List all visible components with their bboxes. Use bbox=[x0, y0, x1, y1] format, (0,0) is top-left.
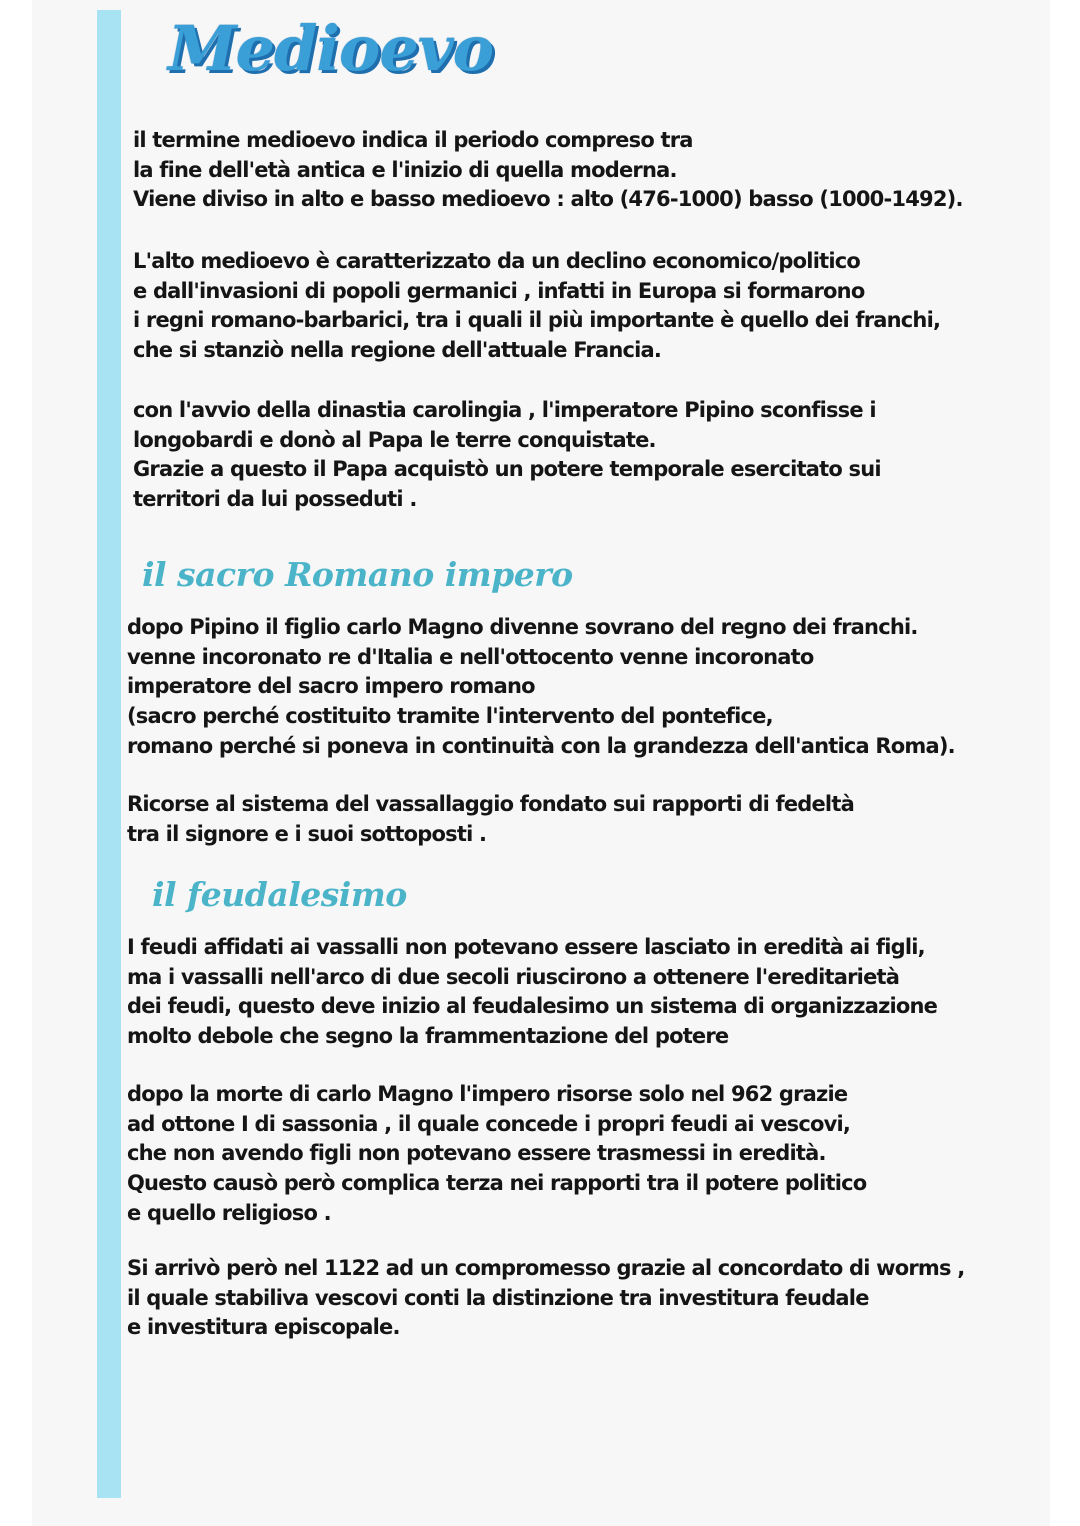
text-line: Viene diviso in alto e basso medioevo : alto (476-1000) basso (1000-1492). bbox=[133, 187, 963, 212]
text-line: imperatore del sacro impero romano bbox=[127, 674, 535, 699]
paragraph bbox=[127, 1080, 866, 1228]
margin-bar bbox=[97, 10, 121, 1498]
text-line: molto debole che segno la frammentazione del potere bbox=[127, 1024, 729, 1049]
text-line: Ricorse al sistema del vassallaggio fondato sui rapporti di fedeltà bbox=[127, 792, 854, 816]
section-heading: il sacro Romano impero bbox=[142, 555, 573, 594]
page-title: Medioevo bbox=[168, 12, 494, 85]
paragraph bbox=[127, 613, 955, 761]
text-line: che si stanziò nella regione dell'attuale Francia. bbox=[133, 338, 662, 363]
paragraph bbox=[133, 247, 940, 366]
paragraph bbox=[127, 1254, 964, 1343]
text-line: Questo causò però complica terza nei rapporti tra il potere politico bbox=[127, 1171, 867, 1196]
text-line: L'alto medioevo è caratterizzato da un declino economico/politico bbox=[133, 249, 861, 273]
section-heading: il feudalesimo bbox=[152, 875, 407, 914]
text-line: il termine medioevo indica il periodo compreso tra bbox=[133, 128, 693, 152]
paragraph bbox=[127, 790, 854, 849]
text-line: ad ottone I di sassonia , il quale concede i propri feudi ai vescovi, bbox=[127, 1111, 851, 1136]
text-line: ma i vassalli nell'arco di due secoli riuscirono a ottenere l'ereditarietà bbox=[127, 964, 900, 989]
text-line: (sacro perché costituito tramite l'intervento del pontefice, bbox=[127, 704, 773, 729]
text-line: tra il signore e i suoi sottoposti . bbox=[127, 821, 487, 846]
text-line: il quale stabiliva vescovi conti la distinzione tra investitura feudale bbox=[127, 1285, 869, 1310]
paragraph bbox=[133, 126, 963, 215]
text-line: dopo la morte di carlo Magno l'impero risorse solo nel 962 grazie bbox=[127, 1082, 848, 1106]
text-line: venne incoronato re d'Italia e nell'ottocento venne incoronato bbox=[127, 644, 814, 669]
text-line: romano perché si poneva in continuità con la grandezza dell'antica Roma). bbox=[127, 733, 955, 758]
paragraph bbox=[127, 933, 937, 1052]
text-line: e dall'invasioni di popoli germanici , infatti in Europa si formarono bbox=[133, 278, 865, 303]
text-line: territori da lui posseduti . bbox=[133, 487, 417, 512]
text-line: Si arrivò però nel 1122 ad un compromesso grazie al concordato di worms , bbox=[127, 1256, 965, 1280]
text-line: e investitura episcopale. bbox=[127, 1315, 400, 1340]
text-line: la fine dell'età antica e l'inizio di quella moderna. bbox=[133, 157, 677, 182]
text-line: con l'avvio della dinastia carolingia , l'imperatore Pipino sconfisse i bbox=[133, 398, 876, 422]
text-line: i regni romano-barbarici, tra i quali il più importante è quello dei franchi, bbox=[133, 308, 941, 333]
text-line: dopo Pipino il figlio carlo Magno divenne sovrano del regno dei franchi. bbox=[127, 615, 918, 639]
text-line: longobardi e donò al Papa le terre conquistate. bbox=[133, 427, 656, 452]
paragraph bbox=[133, 396, 881, 515]
text-line: I feudi affidati ai vassalli non potevano essere lasciato in eredità ai figli, bbox=[127, 935, 925, 959]
text-line: e quello religioso . bbox=[127, 1200, 331, 1225]
text-line: che non avendo figli non potevano essere trasmessi in eredità. bbox=[127, 1141, 826, 1166]
text-line: Grazie a questo il Papa acquistò un potere temporale esercitato sui bbox=[133, 457, 881, 482]
text-line: dei feudi, questo deve inizio al feudalesimo un sistema di organizzazione bbox=[127, 994, 938, 1019]
